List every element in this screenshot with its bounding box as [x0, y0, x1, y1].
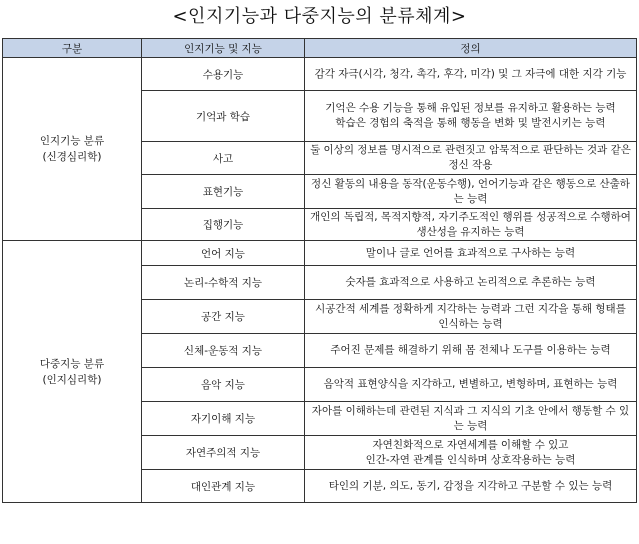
definition-text: 주어진 문제를 해결하기 위해 몸 전체나 도구를 이용하는 능력 — [330, 344, 611, 356]
page-title: <인지기능과 다중지능의 분류체계> — [172, 6, 467, 27]
definition-text: 정신 활동의 내용을 동작(운동수행), 언어기능과 같은 행동으로 산출하는 능력 — [311, 177, 630, 205]
category-label: 인지기능 분류 — [39, 135, 105, 147]
category-sublabel: (인지심리학) — [42, 373, 102, 386]
definition-cell — [305, 402, 637, 436]
table-body — [3, 58, 637, 503]
definition-cell — [305, 266, 637, 300]
category-cell — [3, 58, 142, 241]
function-name-cell: 집행기능 — [142, 209, 305, 241]
definition-text: 학습은 경험의 축적을 통해 행동을 변화 및 발전시키는 능력 — [335, 117, 606, 129]
function-name-cell: 공간 지능 — [142, 300, 305, 334]
function-name-cell: 수용기능 — [142, 58, 305, 91]
definition-cell — [305, 142, 637, 175]
definition-cell — [305, 241, 637, 266]
definition-cell — [305, 436, 637, 470]
function-name-cell: 신체-운동적 지능 — [142, 334, 305, 368]
definition-text: 자아를 이해하는데 관련된 지식과 그 지식의 기초 안에서 행동할 수 있는 능력 — [311, 404, 630, 432]
definition-cell — [305, 175, 637, 209]
definition-text: 둘 이상의 정보를 명시적으로 관련짓고 암묵적으로 판단하는 것과 같은 정신 작용 — [310, 144, 631, 171]
definition-cell — [305, 91, 637, 142]
table-header-row — [3, 39, 637, 58]
definition-text: 자연친화적으로 자연세계를 이해할 수 있고 — [372, 438, 569, 451]
definition-text: 말이나 글로 언어를 효과적으로 구사하는 능력 — [365, 246, 576, 259]
function-name-cell: 자기이해 지능 — [142, 402, 305, 436]
definition-text: 음악적 표현양식을 지각하고, 변별하고, 변형하며, 표현하는 능력 — [323, 378, 618, 390]
definition-text: 기억은 수용 기능을 통해 유입된 정보를 유지하고 활용하는 능력 — [325, 102, 616, 114]
function-name-cell: 음악 지능 — [142, 368, 305, 402]
table-row — [3, 58, 637, 91]
definition-cell — [305, 58, 637, 91]
function-name-cell: 대인관계 지능 — [142, 470, 305, 503]
definition-cell — [305, 470, 637, 503]
header-category: 구분 — [3, 39, 142, 58]
table-row — [3, 241, 637, 266]
function-name-cell: 기억과 학습 — [142, 91, 305, 142]
definition-text: 인간-자연 관계를 인식하며 상호작용하는 능력 — [365, 453, 576, 466]
function-name-cell: 논리-수학적 지능 — [142, 266, 305, 300]
classification-table — [2, 38, 637, 503]
definition-cell — [305, 334, 637, 368]
definition-text: 숫자를 효과적으로 사용하고 논리적으로 추론하는 능력 — [345, 276, 596, 288]
category-label: 다중지능 분류 — [39, 357, 105, 370]
definition-cell — [305, 209, 637, 241]
definition-cell — [305, 300, 637, 334]
function-name-cell: 사고 — [142, 142, 305, 175]
function-name-cell: 표현기능 — [142, 175, 305, 209]
function-name-cell: 자연주의적 지능 — [142, 436, 305, 470]
header-definition: 정의 — [305, 39, 637, 58]
category-cell — [3, 241, 142, 503]
definition-text: 개인의 독립적, 목적지향적, 자기주도적인 행위를 성공적으로 수행하여 생산성을 유지하는 능력 — [310, 210, 631, 238]
function-name-cell: 언어 지능 — [142, 241, 305, 266]
definition-cell — [305, 368, 637, 402]
header-function: 인지기능 및 지능 — [142, 39, 305, 58]
category-sublabel: (신경심리학) — [42, 151, 102, 163]
definition-text: 시공간적 세계를 정확하게 지각하는 능력과 그런 지각을 통해 형태를 인식하는 능력 — [315, 302, 626, 330]
definition-text: 타인의 기분, 의도, 동기, 감정을 지각하고 구분할 수 있는 능력 — [328, 479, 613, 492]
definition-text: 감각 자극(시각, 청각, 촉각, 후각, 미각) 및 그 자극에 대한 지각 기능 — [314, 67, 627, 80]
